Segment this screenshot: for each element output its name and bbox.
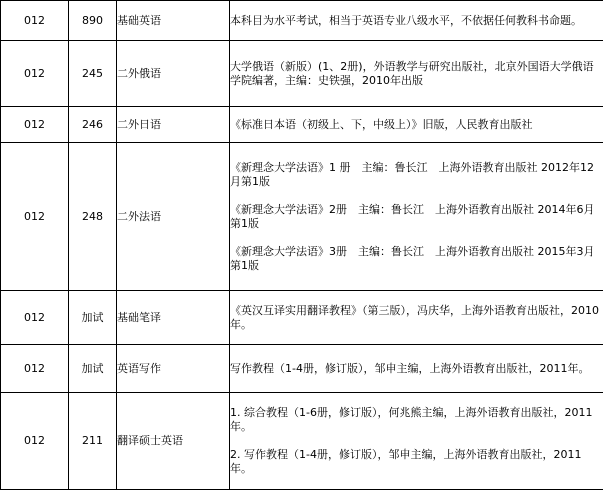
reference-books-cell [230,143,603,291]
subject-number-cell: 加试 [69,345,117,393]
subject-number-cell: 246 [69,107,117,143]
course-name-cell: 二外日语 [117,107,230,143]
unit-code-cell: 012 [1,291,69,345]
reference-entry: 《标准日本语（初级上、下，中级上）》旧版，人民教育出版社 [230,117,533,131]
subject-number-cell: 890 [69,1,117,41]
course-name-cell: 二外俄语 [117,41,230,107]
reference-books-cell [230,41,603,107]
table-row [1,291,603,345]
table-row [1,41,603,107]
subject-number-cell: 245 [69,41,117,107]
reference-entry: 《英汉互译实用翻译教程》（第三版），冯庆华，上海外语教育出版社，2010年。 [230,303,599,331]
reference-entry: 写作教程（1-4册，修订版），邹申主编，上海外语教育出版社，2011年。 [230,361,590,375]
subject-number-cell: 加试 [69,291,117,345]
table-row [1,107,603,143]
reference-entry: 本科目为水平考试，相当于英语专业八级水平，不依据任何教科书命题。 [230,13,582,27]
course-name-cell: 二外法语 [117,143,230,291]
reference-books-cell [230,345,603,393]
course-name-cell: 英语写作 [117,345,230,393]
table-row [1,393,603,490]
course-name-cell: 基础笔译 [117,291,230,345]
reference-entry: 1. 综合教程（1-6册，修订版），何兆熊主编，上海外语教育出版社，2011年。 [230,406,593,433]
table-row [1,143,603,291]
unit-code-cell: 012 [1,143,69,291]
reference-books-cell [230,291,603,345]
unit-code-cell: 012 [1,1,69,41]
table-row [1,345,603,393]
reference-entry: 《新理念大学法语》2册 主编：鲁长江 上海外语教育出版社 2014年6月第1版 [230,202,595,230]
unit-code-cell: 012 [1,107,69,143]
course-name-cell: 翻译硕士英语 [117,393,230,490]
unit-code-cell: 012 [1,393,69,490]
subject-number-cell: 211 [69,393,117,490]
paragraph-gap [230,434,603,448]
paragraph-gap [230,231,603,245]
reference-entry: 《新理念大学法语》1 册 主编：鲁长江 上海外语教育出版社 2012年12月第1版 [230,160,594,188]
course-name-cell: 基础英语 [117,1,230,41]
paragraph-gap [230,189,603,203]
reference-books-cell [230,393,603,490]
reference-books-cell [230,1,603,41]
table-row [1,1,603,41]
reference-books-cell [230,107,603,143]
unit-code-cell: 012 [1,345,69,393]
unit-code-cell: 012 [1,41,69,107]
reference-entry: 大学俄语（新版）(1、2册)，外语教学与研究出版社，北京外国语大学俄语学院编著，主编：史铁强，2010年出版 [230,59,594,87]
reference-entry: 《新理念大学法语》3册 主编：鲁长江 上海外语教育出版社 2015年3月第1版 [230,244,595,272]
subject-number-cell: 248 [69,143,117,291]
reference-entry: 2. 写作教程（1-4册，修订版），邹申主编，上海外语教育出版社，2011年。 [230,448,582,475]
